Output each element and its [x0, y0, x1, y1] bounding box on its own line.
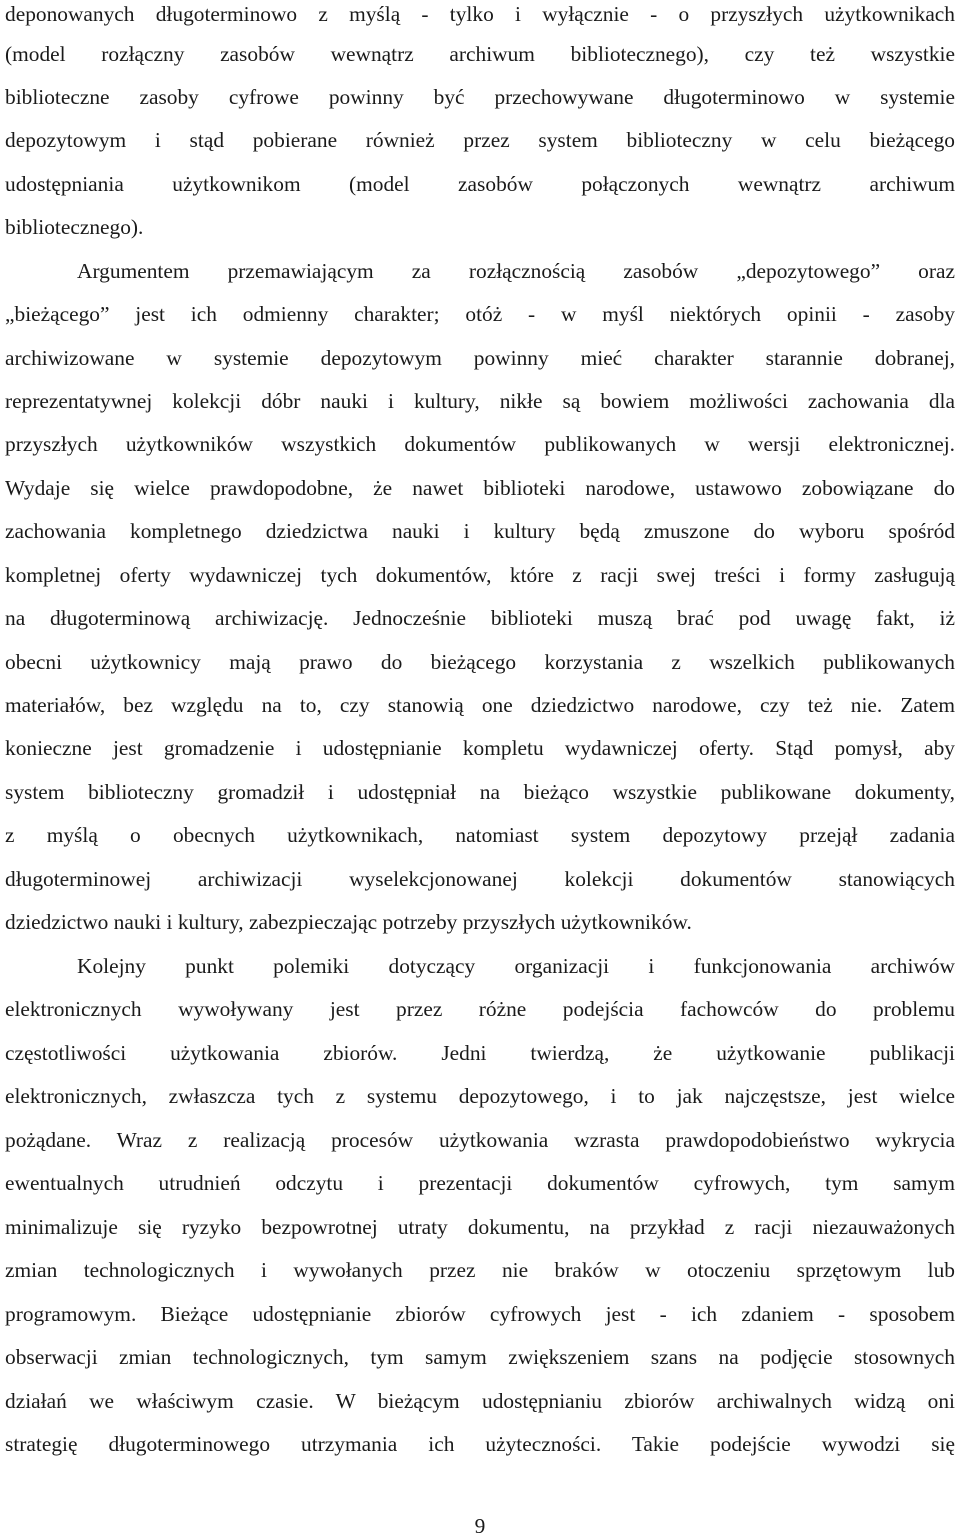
- text-line: przyszłych użytkowników wszystkich dokumentów publikowanych w wersji elektronicznej.: [5, 432, 955, 456]
- text-line: elektronicznych, zwłaszcza tych z systemu depozytowego, i to jak najczęstsze, jest wielce: [5, 1084, 955, 1108]
- text-line: strategię długoterminowego utrzymania ich użyteczności. Takie podejście wywodzi się: [5, 1432, 955, 1456]
- text-line: programowym. Bieżące udostępnianie zbiorów cyfrowych jest - ich zdaniem - sposobem: [5, 1302, 955, 1326]
- text-line: minimalizuje się ryzyko bezpowrotnej utraty dokumentu, na przykład z racji niezauważonych: [5, 1215, 955, 1239]
- text-line: udostępniania użytkownikom (model zasobów połączonych wewnątrz archiwum: [5, 172, 955, 196]
- text-line: bibliotecznego).: [5, 215, 144, 239]
- text-line: z myślą o obecnych użytkownikach, natomiast system depozytowy przejął zadania: [5, 823, 955, 847]
- text-line: (model rozłączny zasobów wewnątrz archiwum bibliotecznego), czy też wszystkie: [5, 42, 955, 66]
- page-number: 9: [474, 1514, 486, 1538]
- text-line: biblioteczne zasoby cyfrowe powinny być przechowywane długoterminowo w systemie: [5, 85, 955, 109]
- paragraph-first-line: Argumentem przemawiającym za rozłącznością zasobów „depozytowego” oraz: [77, 259, 955, 283]
- text-line: „bieżącego” jest ich odmienny charakter; otóż - w myśl niektórych opinii - zasoby: [5, 302, 955, 326]
- text-line: dziedzictwo nauki i kultury, zabezpieczając potrzeby przyszłych użytkowników.: [5, 910, 692, 934]
- text-line: długoterminowej archiwizacji wyselekcjonowanej kolekcji dokumentów stanowiących: [5, 867, 955, 891]
- text-line: deponowanych długoterminowo z myślą - tylko i wyłącznie - o przyszłych użytkownikach: [5, 2, 955, 26]
- text-line: obecni użytkownicy mają prawo do bieżącego korzystania z wszelkich publikowanych: [5, 650, 955, 674]
- text-line: archiwizowane w systemie depozytowym powinny mieć charakter starannie dobranej,: [5, 346, 955, 370]
- text-line: konieczne jest gromadzenie i udostępnianie kompletu wydawniczej oferty. Stąd pomysł, aby: [5, 736, 955, 760]
- text-line: na długoterminową archiwizację. Jednocześnie biblioteki muszą brać pod uwagę fakt, iż: [5, 606, 955, 630]
- text-line: kompletnej oferty wydawniczej tych dokumentów, które z racji swej treści i formy zasługują: [5, 563, 955, 587]
- text-line: zmian technologicznych i wywołanych przez nie braków w otoczeniu sprzętowym lub: [5, 1258, 955, 1282]
- text-line: reprezentatywnej kolekcji dóbr nauki i kultury, nikłe są bowiem możliwości zachowania dla: [5, 389, 955, 413]
- text-line: Wydaje się wielce prawdopodobne, że nawet biblioteki narodowe, ustawowo zobowiązane do: [5, 476, 955, 500]
- text-line: ewentualnych utrudnień odczytu i prezentacji dokumentów cyfrowych, tym samym: [5, 1171, 955, 1195]
- text-line: materiałów, bez względu na to, czy stanowią one dziedzictwo narodowe, czy też nie. Zatem: [5, 693, 955, 717]
- text-line: zachowania kompletnego dziedzictwa nauki i kultury będą zmuszone do wyboru spośród: [5, 519, 955, 543]
- text-line: system biblioteczny gromadził i udostępniał na bieżąco wszystkie publikowane dokumenty,: [5, 780, 955, 804]
- text-line: częstotliwości użytkowania zbiorów. Jedni twierdzą, że użytkowanie publikacji: [5, 1041, 955, 1065]
- text-line: obserwacji zmian technologicznych, tym samym zwiększeniem szans na podjęcie stosownych: [5, 1345, 955, 1369]
- text-line: elektronicznych wywoływany jest przez różne podejścia fachowców do problemu: [5, 997, 955, 1021]
- text-line: depozytowym i stąd pobierane również przez system biblioteczny w celu bieżącego: [5, 128, 955, 152]
- paragraph-first-line: Kolejny punkt polemiki dotyczący organizacji i funkcjonowania archiwów: [77, 954, 955, 978]
- text-line: działań we właściwym czasie. W bieżącym udostępnianiu zbiorów archiwalnych widzą oni: [5, 1389, 955, 1413]
- text-line: pożądane. Wraz z realizacją procesów użytkowania wzrasta prawdopodobieństwo wykrycia: [5, 1128, 955, 1152]
